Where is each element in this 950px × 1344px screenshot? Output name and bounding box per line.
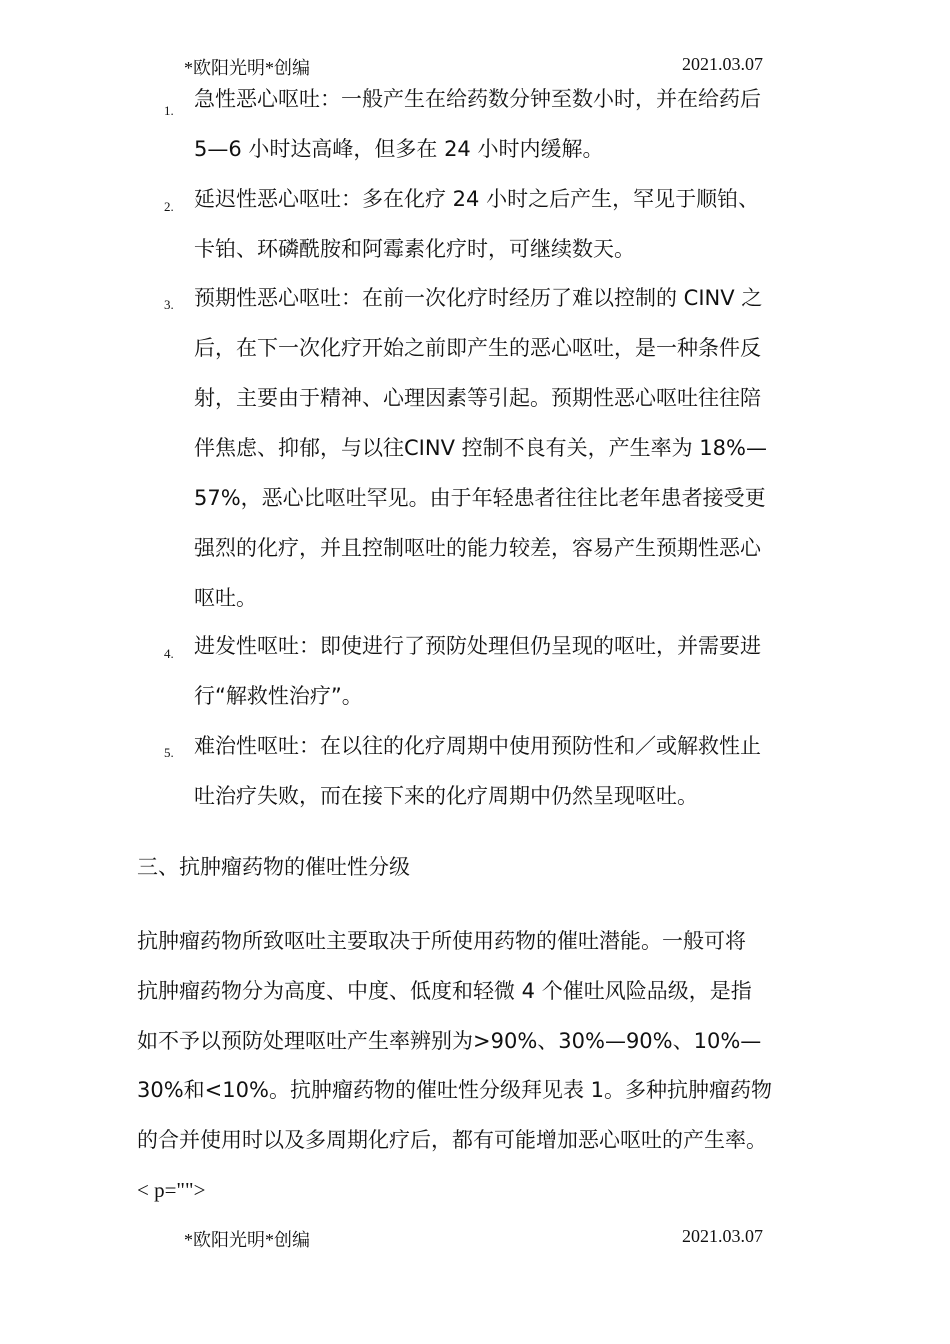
- list-text-line: 呕吐。: [194, 586, 257, 610]
- list-text-line: 57%，恶心比呕吐罕见。由于年轻患者往往比老年患者接受更: [194, 486, 766, 510]
- list-text-line: 伴焦虑、抑郁，与以往CINV 控制不良有关，产生率为 18%—: [194, 436, 767, 460]
- list-text-line: 难治性呕吐：在以往的化疗周期中使用预防性和／或解救性止: [194, 734, 761, 758]
- paragraph-line: 如不予以预防处理呕吐产生率辨别为>90%、30%—90%、10%—: [137, 1029, 762, 1053]
- paragraph-line: 抗肿瘤药物分为高度、中度、低度和轻微 4 个催吐风险品级，是指: [137, 979, 752, 1003]
- list-text-line: 急性恶心呕吐：一般产生在给药数分钟至数小时，并在给药后: [194, 87, 761, 111]
- list-text-line: 预期性恶心呕吐：在前一次化疗时经历了难以控制的 CINV 之: [194, 286, 763, 310]
- paragraph-line: 30%和<10%。抗肿瘤药物的催吐性分级拜见表 1。多种抗肿瘤药物: [137, 1078, 772, 1102]
- list-text-line: 5—6 小时达高峰，但多在 24 小时内缓解。: [194, 137, 604, 161]
- footer-date: 2021.03.07: [682, 1226, 763, 1246]
- list-text-line: 吐治疗失败，而在接下来的化疗周期中仍然呈现呕吐。: [194, 784, 698, 808]
- header-date: 2021.03.07: [682, 54, 763, 74]
- list-text-line: 延迟性恶心呕吐：多在化疗 24 小时之后产生，罕见于顺铂、: [194, 187, 760, 211]
- header-author: *欧阳光明*创编: [184, 58, 310, 78]
- footer-author: *欧阳光明*创编: [184, 1230, 310, 1250]
- list-text-line: 射，主要由于精神、心理因素等引起。预期性恶心呕吐往往陪: [194, 386, 761, 410]
- list-text-line: 卡铂、环磷酰胺和阿霉素化疗时，可继续数天。: [194, 237, 635, 261]
- list-number: 4.: [164, 646, 174, 661]
- section-heading: 三、抗肿瘤药物的催吐性分级: [137, 855, 410, 879]
- list-text-line: 强烈的化疗，并且控制呕吐的能力较差，容易产生预期性恶心: [194, 536, 761, 560]
- list-number: 1.: [164, 103, 174, 118]
- list-text-line: 后，在下一次化疗开始之前即产生的恶心呕吐，是一种条件反: [194, 336, 761, 360]
- list-text-line: 行“解救性治疗”。: [194, 684, 363, 708]
- list-number: 3.: [164, 297, 174, 312]
- paragraph-line: 的合并使用时以及多周期化疗后，都有可能增加恶心呕吐的产生率。: [137, 1128, 767, 1152]
- list-number: 2.: [164, 199, 174, 214]
- paragraph-line: < p="">: [137, 1178, 206, 1202]
- paragraph-line: 抗肿瘤药物所致呕吐主要取决于所使用药物的催吐潜能。一般可将: [137, 929, 746, 953]
- list-text-line: 进发性呕吐：即使进行了预防处理但仍呈现的呕吐，并需要进: [194, 634, 761, 658]
- list-number: 5.: [164, 745, 174, 760]
